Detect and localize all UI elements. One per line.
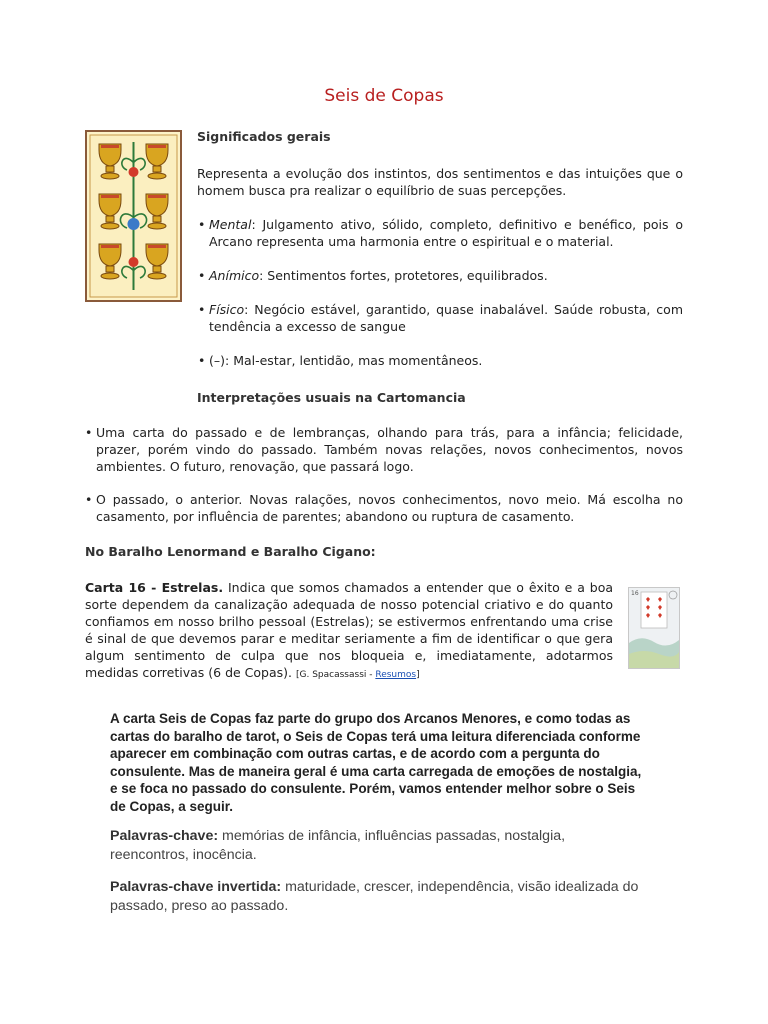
cartomancia-bullet-1 (85, 424, 683, 475)
citation-suffix: ] (416, 670, 420, 680)
bullet-text: Uma carta do passado e de lembranças, olhando para trás, para a infância; felicidade, prazer, porém vindo do passado. Também novas relações, novos conhecimentos, novos ambientes. O futuro, renovação, que passará logo. (96, 425, 683, 474)
keywords-inverted (110, 878, 640, 916)
bullet-dot: • (198, 217, 206, 232)
card-label: Carta 16 - Estrelas. (85, 580, 224, 595)
estrelas-card-illustration (629, 588, 679, 668)
keywords-text: memórias de infância, influências passadas, nostalgia, reencontros, inocência. (110, 828, 566, 863)
estrelas-card-image (628, 587, 680, 669)
page-title: Seis de Copas (324, 86, 444, 106)
citation (296, 670, 420, 680)
cartomancia-heading: Interpretações usuais na Cartomancia (197, 390, 466, 405)
bullet-label: Mental (209, 217, 252, 232)
bullet-label: Físico (209, 302, 245, 317)
keywords (110, 827, 640, 865)
bullet-dot: • (85, 492, 93, 507)
bullet-text: : Julgamento ativo, sólido, completo, definitivo e benéfico, pois o Arcano representa uma harmonia entre o espiritual e o material. (209, 217, 683, 249)
mini-card-number: 16 (631, 590, 639, 597)
card-text: Indica que somos chamados a entender que o êxito e a boa sorte dependem da canalização adequada de nosso potencial criativo e do quanto confiamos em nosso brilho pessoal (Estrelas); se estivermos enfrentando uma crise é sinal de que devemos parar e meditar seriamente a fim de identificar o que gera algum sentimento de culpa que nos bloqueia e, imediatamente, adotarmos medidas corretivas (6 de Copas). (85, 580, 614, 680)
keywords-label: Palavras-chave: (110, 828, 219, 844)
bullet-dot: • (85, 425, 93, 440)
significados-heading: Significados gerais (197, 129, 331, 144)
keywords-inverted-label: Palavras-chave invertida: (110, 879, 282, 895)
bullet-text: (–): Mal-estar, lentidão, mas momentâneos. (209, 353, 483, 368)
bullet-text: : Negócio estável, garantido, quase inabalável. Saúde robusta, com tendência a excesso de sangue (209, 302, 683, 334)
significados-intro: Representa a evolução dos instintos, dos sentimentos e das intuições que o homem busca pra realizar o equilíbrio de suas percepções. (197, 166, 683, 198)
lenormand-paragraph (85, 579, 613, 684)
cups-illustration (87, 132, 180, 300)
six-of-cups-card-image (85, 130, 182, 302)
bullet-negative (198, 352, 683, 369)
keywords-inverted-text: maturidade, crescer, independência, visão idealizada do passado, preso ao passado. (110, 879, 639, 914)
bullet-dot: • (198, 268, 206, 283)
bullet-text: O passado, o anterior. Novas ralações, novos conhecimentos, novo meio. Má escolha no casamento, por influência de parentes; abandono ou ruptura de casamento. (96, 492, 683, 524)
citation-prefix: [G. Spacassassi - (296, 670, 376, 680)
summary-paragraph: A carta Seis de Copas faz parte do grupo dos Arcanos Menores, e como todas as cartas do baralho de tarot, o Seis de Copas terá uma leitura diferenciada conforme aparecer em combinação com outras cartas, e de acordo com a pergunta do consulente. Mas de maneira geral é uma carta carregada de emoções de nostalgia, e se foca no passado do consulente. Porém, vamos entender melhor sobre o Seis de Copas, a seguir. (110, 711, 642, 814)
bullet-dot: • (198, 302, 206, 317)
resumos-link[interactable]: Resumos (375, 670, 417, 680)
bullet-dot: • (198, 353, 206, 368)
bullet-animico (198, 267, 683, 284)
bullet-mental (198, 216, 683, 250)
bullet-label: Anímico (209, 268, 260, 283)
bullet-text: : Sentimentos fortes, protetores, equilibrados. (259, 268, 548, 283)
bullet-fisico (198, 301, 683, 335)
cartomancia-bullet-2 (85, 491, 683, 525)
lenormand-heading: No Baralho Lenormand e Baralho Cigano: (85, 544, 376, 559)
